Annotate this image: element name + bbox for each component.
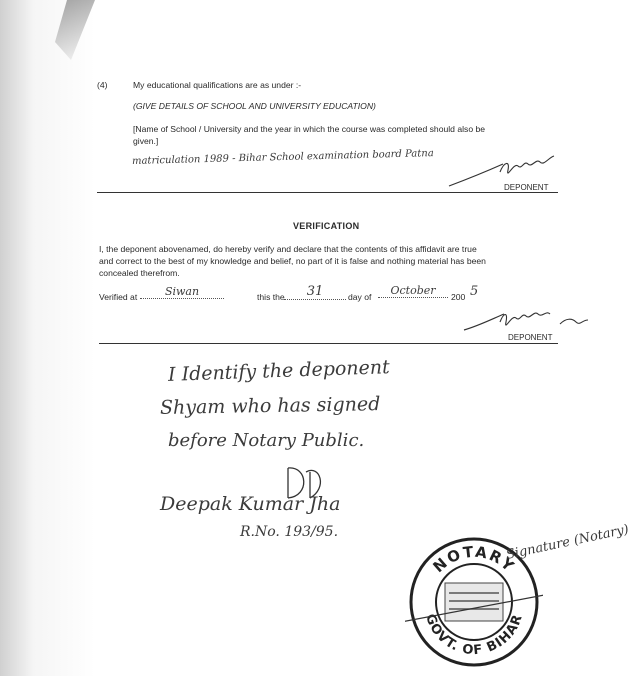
item-number: (4) — [97, 80, 108, 90]
page-fold-shadow — [0, 0, 95, 676]
notary-signature-note: Signature (Notary) — [504, 522, 631, 563]
verified-at-label: Verified at — [99, 292, 138, 302]
verification-title: VERIFICATION — [293, 221, 360, 231]
note-line-1: [Name of School / University and the year in which the course was completed should also be — [133, 124, 486, 134]
note-line-2: given.] — [133, 136, 159, 146]
notary-registration: R.No. 193/95. — [240, 524, 339, 540]
notary-name: Deepak Kumar Jha — [160, 493, 341, 515]
year-suffix: 5 — [470, 284, 479, 299]
verified-day: 31 — [284, 284, 346, 300]
seal-bottom-text: GOVT. OF BIHAR — [422, 612, 526, 659]
item-text: My educational qualifications are as under :- — [133, 80, 302, 90]
handwritten-qualification: matriculation 1989 - Bihar School examination board Patna — [131, 148, 434, 167]
notary-initials — [280, 462, 330, 504]
verification-line-3: concealed therefrom. — [99, 268, 180, 278]
verification-line-1: I, the deponent abovenamed, do hereby verify and declare that the contents of this affidavit are true — [99, 244, 477, 254]
verification-line-2: and correct to the best of my knowledge and belief, no part of it is false and nothing material has been — [99, 256, 486, 266]
deponent-label-2: DEPONENT — [508, 333, 553, 342]
this-the-label: this the — [257, 292, 285, 302]
seal-top-text: NOTARY — [429, 542, 519, 577]
deponent-label-1: DEPONENT — [504, 183, 549, 192]
section-divider-2 — [99, 343, 558, 344]
year-prefix: 200 — [451, 292, 466, 302]
section-divider-1 — [97, 192, 558, 193]
notary-note-line-1: I Identify the deponent — [167, 356, 391, 386]
notary-note-line-2: Shyam who has signed — [159, 393, 381, 419]
notary-note-line-3: before Notary Public. — [168, 430, 365, 451]
verified-place: Siwan — [140, 285, 224, 299]
day-of-label: day of — [348, 292, 372, 302]
verified-month: October — [378, 284, 448, 298]
instruction-text: (GIVE DETAILS OF SCHOOL AND UNIVERSITY EDUCATION) — [133, 101, 376, 111]
